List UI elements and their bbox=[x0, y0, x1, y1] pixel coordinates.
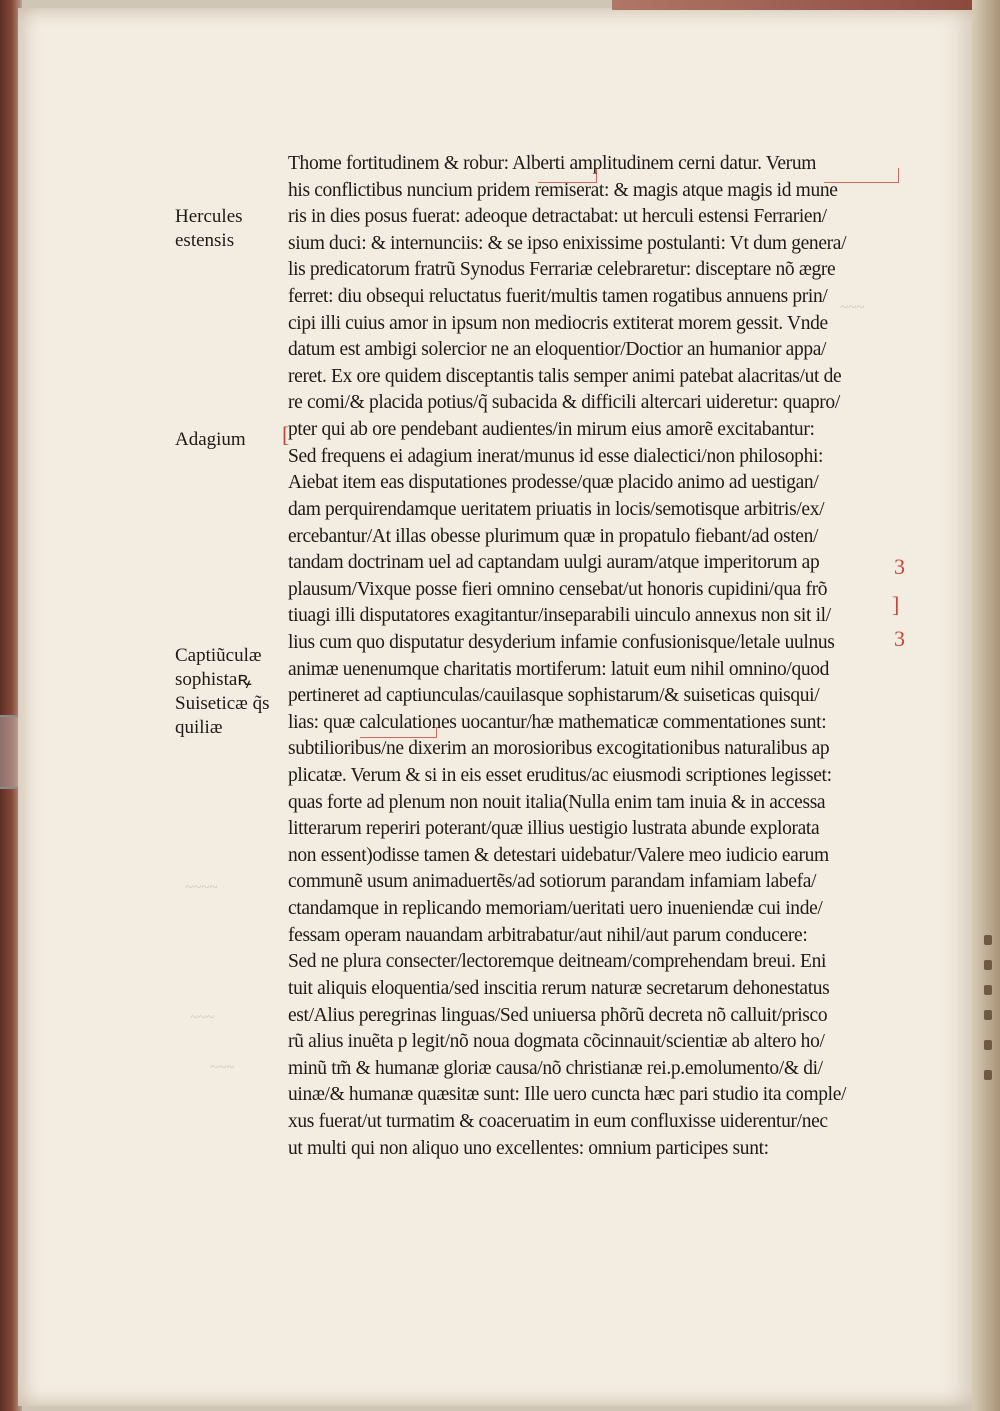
text-line: sium duci: & internunciis: & se ipso enixissime postulanti: Vt dum genera/ bbox=[288, 232, 847, 254]
main-text-block bbox=[288, 151, 893, 1162]
marginal-note-line: Suiseticæ q̃s bbox=[175, 693, 270, 714]
bleed-through-mark: ~~~ bbox=[840, 300, 865, 316]
next-page-edge bbox=[972, 0, 1000, 1411]
text-line: litterarum reperiri poterant/quæ illius uestigio lustrata abunde explorata bbox=[288, 818, 820, 840]
rubrication-bracket: ] bbox=[892, 592, 900, 617]
text-line: Sed frequens ei adagium inerat/munus id esse dialectici/non philosophi: bbox=[288, 445, 824, 467]
marginal-note-line: Hercules bbox=[175, 206, 243, 227]
text-line: re comi/& placida potius/q̃ subacida & difficili altercari uideretur: quapro/ bbox=[288, 392, 840, 414]
text-line: tiuagi illi disputatores exagitantur/inseparabili uinculo annexus non sit il/ bbox=[288, 605, 831, 627]
bleed-through-mark: ~~~~ bbox=[185, 880, 218, 896]
text-line: Thome fortitudinem & robur: Alberti amplitudinem cerni datur. Verum bbox=[288, 153, 817, 174]
text-line: ctandamque in replicando memoriam/ueritati uero inueniendæ cui inde/ bbox=[288, 898, 823, 920]
text-line: pertineret ad captiunculas/cauilasque sophistarum/& suiseticas quisqui/ bbox=[288, 685, 820, 707]
text-line: dam perquirendamque ueritatem priuatis in locis/semotisque arbitris/ex/ bbox=[288, 498, 825, 520]
edge-mark bbox=[984, 985, 992, 995]
marginal-note-hercules bbox=[175, 205, 243, 253]
text-line: animæ uenenumque charitatis mortiferum: latuit eum nihil omnino/quod bbox=[288, 658, 830, 680]
text-line: communẽ usum animaduertẽs/ad sotiorum parandam infamiam labefa/ bbox=[288, 871, 817, 893]
text-line: tandam doctrinam uel ad captandam uulgi auram/atque imperitorum ap bbox=[288, 552, 820, 574]
marginal-note-line: Captiũculæ bbox=[175, 645, 262, 666]
bleed-through-mark: ~~~ bbox=[190, 1010, 215, 1026]
text-line: minũ tm̃ & humanæ gloriæ causa/nõ christianæ rei.p.emolumento/& di/ bbox=[288, 1057, 823, 1079]
rubrication-bracket: 3 bbox=[894, 554, 905, 579]
text-line: ercebantur/At illas obesse plurimum quæ in propatulo fiebant/ad osten/ bbox=[288, 525, 819, 547]
edge-mark bbox=[984, 1010, 992, 1020]
text-line: ut multi qui non aliquo uno excellentes: omnium participes sunt: bbox=[288, 1137, 769, 1159]
text-line: ferret: diu obsequi reluctatus fuerit/multis tamen rogatibus annuens prin/ bbox=[288, 286, 828, 308]
edge-mark bbox=[984, 1070, 992, 1080]
text-line: lias: quæ calculationes uocantur/hæ mathematicæ commentationes sunt: bbox=[288, 711, 827, 733]
marginal-note-captiunculae bbox=[175, 644, 269, 740]
text-line: Sed ne plura consecter/lectoremque deitneam/comprehendam breui. Eni bbox=[288, 951, 827, 973]
text-line: plicatæ. Verum & si in eis esset eruditus/ac eiusmodi scriptiones legisset: bbox=[288, 765, 832, 787]
edge-mark bbox=[984, 1040, 992, 1050]
text-line: cipi illi cuius amor in ipsum non mediocris extiterat morem gessit. Vnde bbox=[288, 312, 828, 334]
text-line: fessam operam nauandam arbitrabatur/aut nihil/aut parum conducere: bbox=[288, 924, 808, 946]
marginal-note-line: Adagium bbox=[175, 429, 246, 450]
marginal-note-line: sophistaꝶ bbox=[175, 669, 252, 690]
text-line: uinæ/& humanæ quæsitæ sunt: Ille uero cuncta hæc pari studio ita comple/ bbox=[288, 1084, 847, 1106]
rubrication-bracket: 3 bbox=[894, 626, 905, 651]
marginal-note-adagium bbox=[175, 428, 246, 452]
text-line: lius cum quo disputatur desyderium infamie confusionisque/letale uulnus bbox=[288, 631, 835, 653]
text-line: ris in dies posus fuerat: adeoque detractabat: ut herculi estensi Ferrarien/ bbox=[288, 206, 827, 228]
text-line: quas forte ad plenum non nouit italia(Nulla enim tam inuia & in accessa bbox=[288, 791, 826, 813]
text-line: non essent)odisse tamen & detestari uidebatur/Valere meo iudicio earum bbox=[288, 844, 829, 866]
text-line: est/Alius peregrinas linguas/Sed uniuersa phõrũ decreta nõ calluit/prisco bbox=[288, 1004, 828, 1026]
marginal-note-line: estensis bbox=[175, 230, 235, 251]
text-line: rũ alius inuẽta p legit/nõ noua dogmata cõcinnauit/scientiæ ab altero ho/ bbox=[288, 1031, 825, 1053]
edge-mark bbox=[984, 935, 992, 945]
bleed-through-mark: ~~~ bbox=[210, 1060, 235, 1076]
text-line: lis predicatorum fratrũ Synodus Ferrariæ celebraretur: disceptare nõ ægre bbox=[288, 259, 836, 281]
rubrication-bracket: [ bbox=[282, 422, 290, 447]
top-edge-stain bbox=[612, 0, 972, 10]
marginal-note-line: quiliæ bbox=[175, 717, 223, 738]
text-line: datum est ambigi solercior ne an eloquentior/Doctior an humanior appa/ bbox=[288, 339, 827, 361]
text-line: subtilioribus/ne dixerim an morosioribus excogitationibus naturalibus ap bbox=[288, 738, 830, 760]
text-line: reret. Ex ore quidem disceptantis talis semper animi patebat alacritas/ut de bbox=[288, 365, 842, 387]
text-line: plausum/Vixque posse fieri omnino censebat/ut honoris cupidini/qua frõ bbox=[288, 578, 828, 600]
text-line: tuit aliquis eloquentia/sed inscitia rerum naturæ secretarum dehonestatus bbox=[288, 977, 830, 999]
edge-mark bbox=[984, 960, 992, 970]
text-line: xus fuerat/ut turmatim & coaceruatim in eum confluxisse uiderentur/nec bbox=[288, 1110, 828, 1132]
text-line: his conflictibus nuncium pridem remiserat: & magis atque magis id mune bbox=[288, 179, 838, 201]
text-line: pter qui ab ore pendebant audientes/in mirum eius amorẽ excitabantur: bbox=[288, 419, 815, 441]
text-line: Aiebat item eas disputationes prodesse/quæ placido animo ad uestigan/ bbox=[288, 472, 819, 494]
